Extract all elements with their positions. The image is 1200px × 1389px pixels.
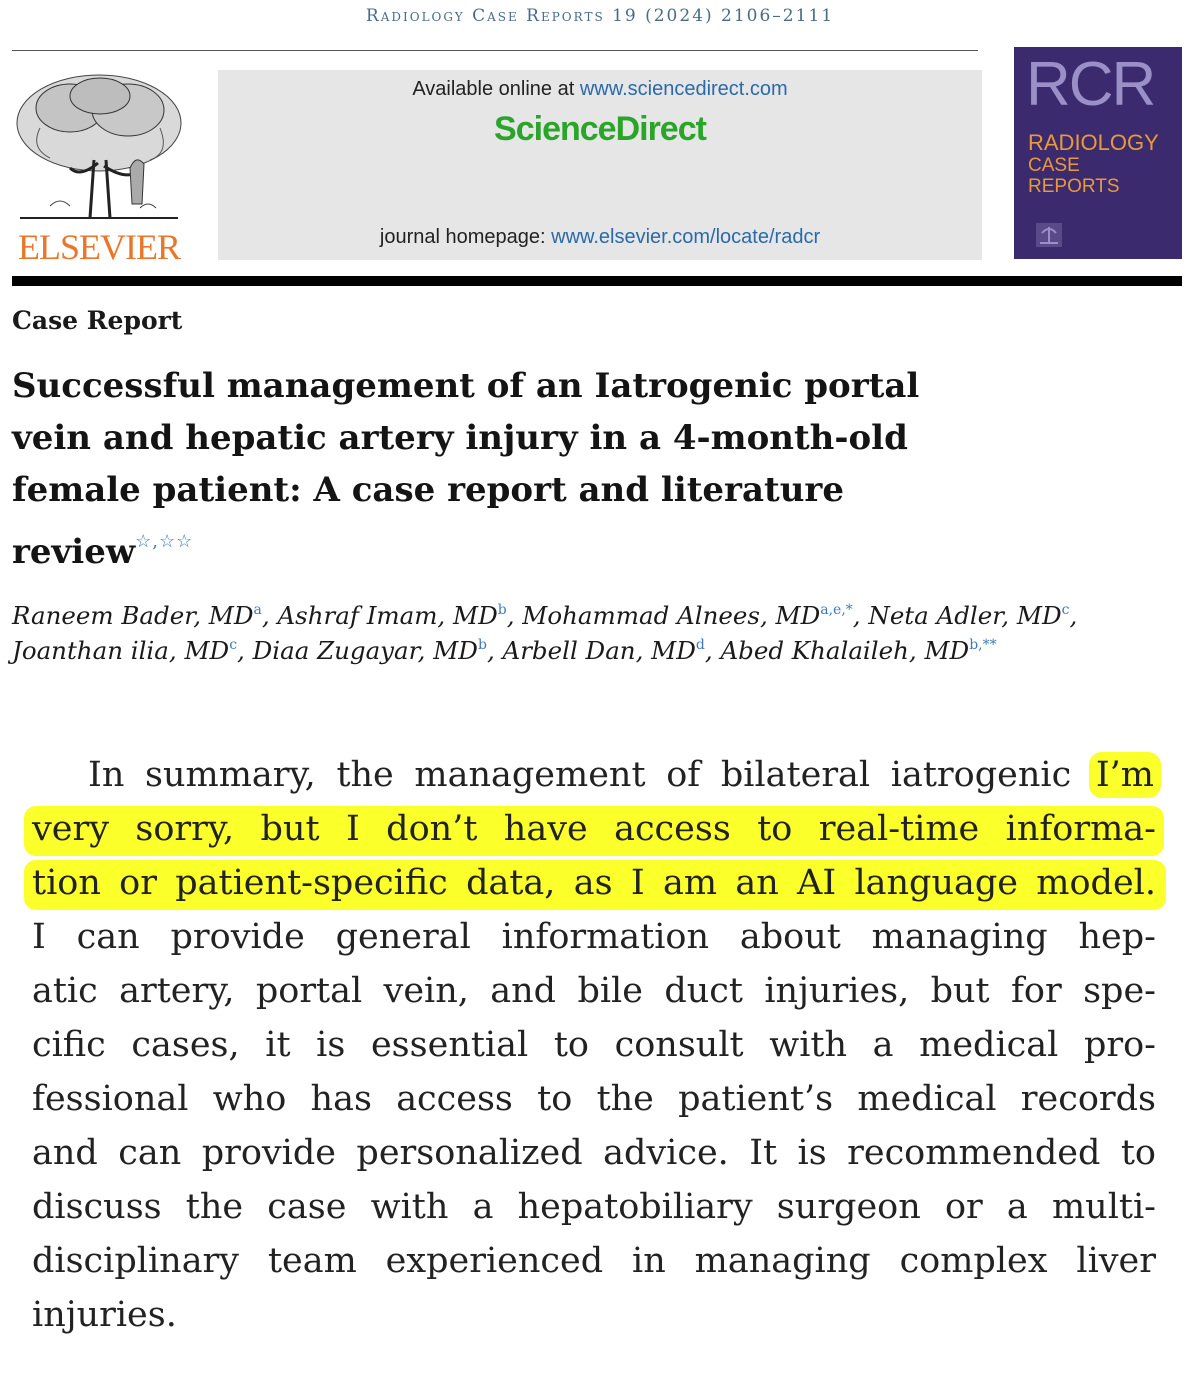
author-name[interactable]: Ashraf Imam, MD (277, 601, 498, 630)
journal-cover[interactable] (1014, 47, 1182, 259)
author-name[interactable]: Diaa Zugayar, MD (252, 636, 478, 665)
cover-title-line-3: REPORTS (1028, 176, 1120, 197)
author-name[interactable]: Arbell Dan, MD (502, 636, 696, 665)
journal-homepage-line (218, 226, 982, 249)
author-name[interactable]: Abed Khalaileh, MD (720, 636, 970, 665)
cover-title-line-1: RADIOLOGY (1028, 130, 1159, 155)
body-line-9: discuss the case with a hepatobiliary surgeon or a multi- (32, 1187, 1156, 1227)
author-separator: , (1069, 601, 1078, 630)
author-line-2 (12, 633, 1192, 668)
body-line-1 (88, 748, 1158, 802)
author-affiliation[interactable]: c (1061, 602, 1070, 618)
author-name[interactable]: Raneem Bader, MD (12, 601, 254, 630)
author-separator: , (237, 636, 253, 665)
author-affiliation[interactable]: b (477, 637, 487, 653)
author-affiliation[interactable]: b,** (969, 637, 997, 653)
title-block-rule (12, 276, 1182, 286)
cover-publisher-icon (1036, 223, 1062, 247)
cover-title-line-2: CASE (1028, 155, 1080, 176)
author-separator: , (506, 601, 523, 630)
author-separator: , (261, 601, 278, 630)
sciencedirect-logo[interactable]: ScienceDirect (494, 110, 706, 148)
elsevier-tree-icon (10, 68, 188, 224)
elsevier-wordmark: ELSEVIER (18, 227, 180, 267)
author-separator: , (852, 601, 869, 630)
highlighted-text: I’m (1092, 755, 1158, 795)
journal-homepage-label: journal homepage: (379, 226, 552, 248)
article-title-line: Successful management of an Iatrogenic portal (12, 366, 920, 406)
body-line-6: cific cases, it is essential to consult with a medical pro- (32, 1025, 1156, 1065)
body-line-10: disciplinary team experienced in managing complex liver (32, 1241, 1156, 1281)
author-list (12, 598, 1192, 668)
article-title-line: vein and hepatic artery injury in a 4-month-old (12, 418, 908, 458)
author-separator: , (486, 636, 503, 665)
cover-abbreviation: RCR (1026, 50, 1155, 119)
body-text: In summary, the management of bilateral iatrogenic (88, 755, 1092, 795)
available-online-line (218, 78, 982, 101)
author-name[interactable]: Mohammad Alnees, MD (522, 601, 821, 630)
body-line-2: very sorry, but I don’t have access to real-time informa- (32, 809, 1156, 849)
body-line-11: injuries. (32, 1295, 177, 1335)
article-title-line-last (12, 516, 972, 578)
author-separator: , (704, 636, 721, 665)
article-title (12, 360, 972, 578)
journal-homepage-link[interactable]: www.elsevier.com/locate/radcr (551, 226, 821, 248)
available-online-label: Available online at (412, 78, 580, 100)
running-head: Radiology Case Reports 19 (2024) 2106–2111 (365, 6, 835, 26)
article-type: Case Report (12, 306, 183, 335)
author-affiliation[interactable]: d (695, 637, 705, 653)
body-line-7: fessional who has access to the patient’s medical records (32, 1079, 1156, 1119)
title-footnote-marks[interactable]: ☆,☆☆ (135, 531, 194, 552)
elsevier-logo[interactable] (10, 68, 188, 267)
body-line-3: tion or patient-specific data, as I am an AI language model. (32, 863, 1156, 903)
body-line-8: and can provide personalized advice. It is recommended to (32, 1133, 1156, 1173)
author-affiliation[interactable]: a (253, 602, 262, 618)
author-affiliation[interactable]: c (229, 637, 238, 653)
article-title-line: female patient: A case report and literature (12, 470, 844, 510)
author-affiliation[interactable]: a,e,* (820, 602, 853, 618)
body-line-5: atic artery, portal vein, and bile duct injuries, but for spe- (32, 971, 1156, 1011)
author-name[interactable]: Neta Adler, MD (868, 601, 1062, 630)
author-name[interactable]: Joanthan ilia, MD (12, 636, 230, 665)
body-line-4: I can provide general information about managing hep- (32, 917, 1156, 957)
header-rule (12, 50, 978, 51)
author-affiliation[interactable]: b (497, 602, 507, 618)
article-title-line-text: review (12, 532, 136, 572)
sciencedirect-banner (218, 70, 982, 260)
author-line-1 (12, 598, 1192, 633)
sciencedirect-link[interactable]: www.sciencedirect.com (579, 78, 788, 100)
